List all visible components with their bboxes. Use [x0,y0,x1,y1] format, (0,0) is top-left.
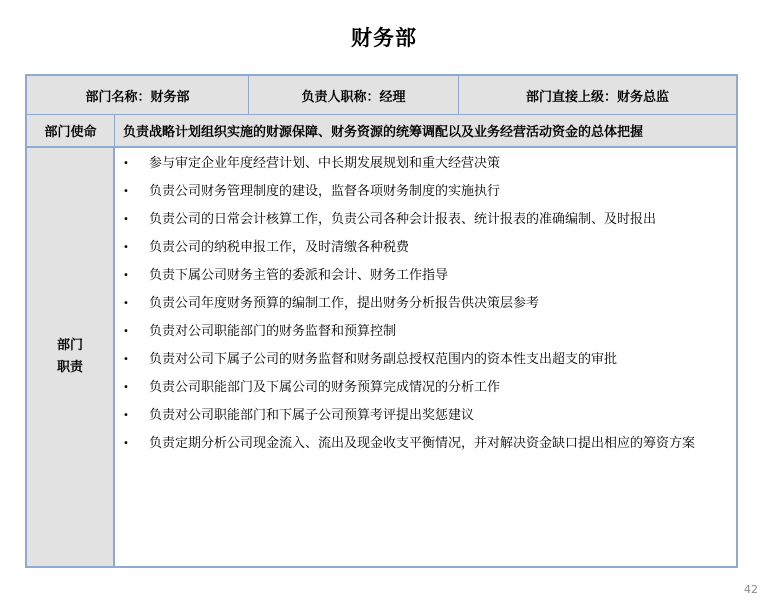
list-item [123,265,730,287]
list-item [123,321,730,343]
duty-text: 负责公司的日常会计核算工作，负责公司各种会计报表、统计报表的准确编制、及时报出 [149,212,657,227]
duty-text: 负责对公司职能部门和下属子公司预算考评提出奖惩建议 [149,408,475,423]
dept-name-cell: 部门名称：财务部 [27,76,249,114]
duty-text: 负责公司年度财务预算的编制工作，提出财务分析报告供决策层参考 [149,296,540,311]
list-item [123,405,730,427]
mission-label: 部门使命 [27,115,115,146]
mission-row [27,115,736,148]
duties-label-line1: 部门 [56,338,83,353]
list-item [123,153,730,175]
duties-row [27,148,736,566]
list-item [123,433,730,455]
duty-text: 参与审定企业年度经营计划、中长期发展规划和重大经营决策 [149,156,501,171]
page-number: 42 [744,583,758,596]
page-title: 财务部 [351,26,417,50]
duty-text: 负责下属公司财务主管的委派和会计、财务工作指导 [149,268,449,283]
bullet-icon: • [123,242,129,253]
duty-text: 负责对公司职能部门的财务监督和预算控制 [149,324,397,339]
duties-list [115,148,736,566]
superior-cell: 部门直接上级：财务总监 [525,89,669,105]
bullet-icon: • [123,158,129,169]
duties-label [27,148,115,566]
bullet-icon: • [123,298,129,309]
mission-text: 负责战略计划组织实施的财源保障、财务资源的统筹调配以及业务经营活动资金的总体把握 [115,115,736,146]
list-item [123,377,730,399]
bullet-icon: • [123,382,129,393]
duties-label-line2: 职责 [56,360,83,375]
bullet-icon: • [123,438,129,449]
bullet-icon: • [123,354,129,365]
bullet-icon: • [123,186,129,197]
duty-text: 负责公司的纳税申报工作，及时清缴各种税费 [149,240,410,255]
list-item [123,209,730,231]
list-item [123,237,730,259]
department-table [25,74,738,568]
bullet-icon: • [123,326,129,337]
bullet-icon: • [123,214,129,225]
table-header-row [27,76,736,115]
bullet-icon: • [123,410,129,421]
list-item [123,293,730,315]
duty-text: 负责对公司下属子公司的财务监督和财务副总授权范围内的资本性支出超支的审批 [149,352,618,367]
duty-text: 负责定期分析公司现金流入、流出及现金收支平衡情况，并对解决资金缺口提出相应的筹资方案 [149,436,696,451]
manager-title-cell: 负责人职称：经理 [249,76,459,114]
duty-text: 负责公司财务管理制度的建设，监督各项财务制度的实施执行 [149,184,501,199]
list-item [123,181,730,203]
duty-text: 负责公司职能部门及下属公司的财务预算完成情况的分析工作 [149,380,501,395]
list-item [123,349,730,371]
bullet-icon: • [123,270,129,281]
